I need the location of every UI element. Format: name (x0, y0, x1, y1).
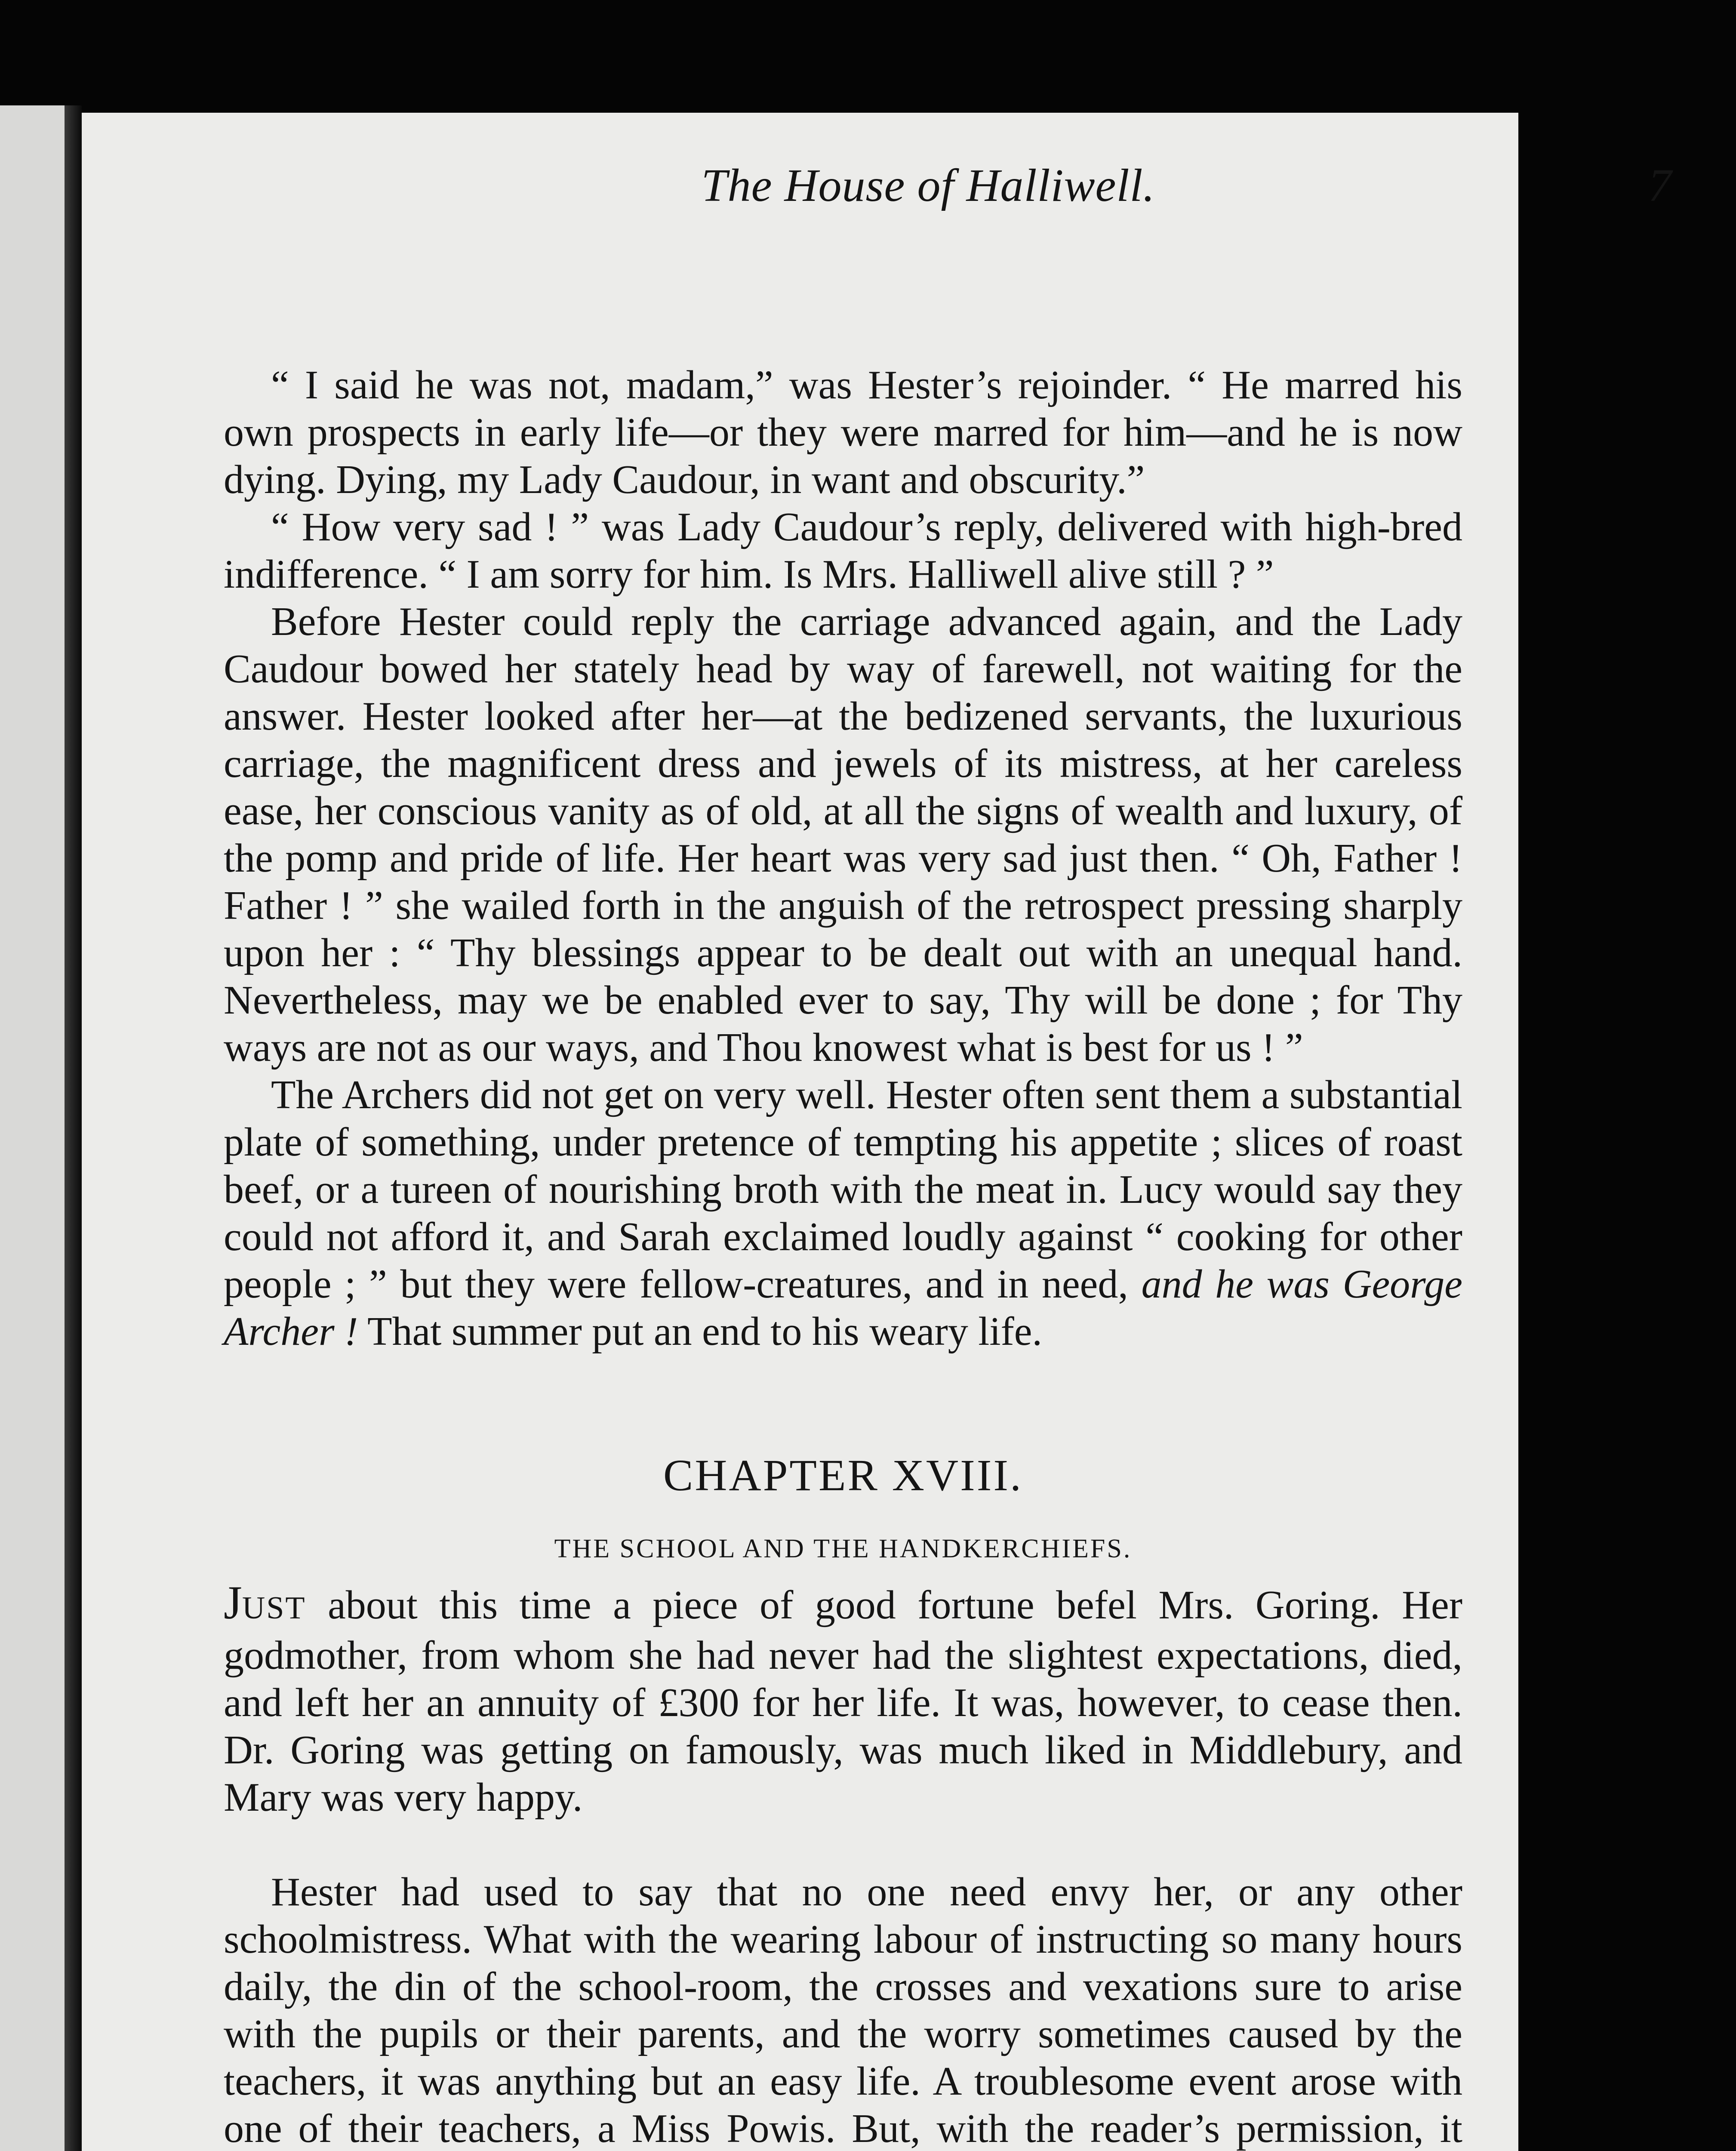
paragraph-text: about this time a piece of good fortune befel Mrs. Goring. Her godmother, from whom she had never had the slightest expectations, died, and left her an annuity of £300 for her life. It was, however, to cease then. Dr. Goring was getting on famously, was much liked in Middlebury, and Mary was very happy. (224, 1583, 1462, 1820)
small-caps-word: UST (242, 1590, 306, 1626)
paragraph: “ I said he was not, madam,” was Hester’s rejoinder. “ He marred his own prospects in early life—or they were marred for him—and he is now dying. Dying, my Lady Caudour, in want and obscurity.” (224, 363, 1462, 502)
initial-letter: J (224, 1576, 242, 1629)
italic-phrase: and he was George Archer ! (224, 1262, 1462, 1354)
page-number: 7 (1648, 160, 1671, 211)
paragraph-text: That summer put an end to his weary life. (367, 1309, 1043, 1354)
chapter-subtitle: THE SCHOOL AND THE HANDKERCHIEFS. (554, 1534, 1132, 1563)
paragraph-text: The Archers did not get on very well. Hester often sent them a substantial plate of something, under pretence of tempting his appetite ; slices of roast beef, or a tureen of nourishing broth with the meat in. Lucy would say they could not afford it, and Sarah exclaimed loudly against “ cooking for other people ; ” but they were fellow-creatures, and in need, (224, 1072, 1462, 1307)
paragraph: Hester had used to say that no one need envy her, or any other schoolmistress. What with the wearing labour of instructing so many hours daily, the din of the school-room, the crosses and vexations sure to arise with the pupils or their parents, and the worry sometimes caused by the teachers, it was anything but an easy life. A troublesome event arose with one of their teachers, a Miss Powis. But, with the reader’s permission, it (224, 1870, 1462, 2151)
chapter-opening-paragraph (224, 1576, 1462, 1821)
adjacent-page-edge (0, 105, 65, 2151)
page-header (185, 159, 1671, 228)
body-text (224, 361, 1462, 2151)
running-head: The House of Halliwell. (701, 160, 1155, 211)
page-gutter-shadow (65, 105, 82, 2151)
chapter-title: CHAPTER XVIII. (663, 1451, 1023, 1500)
paragraph: “ How very sad ! ” was Lady Caudour’s reply, delivered with high-bred indifference. “ I am sorry for him. Is Mrs. Halliwell alive still ? ” (224, 505, 1462, 597)
paragraph-archers (224, 1071, 1462, 1355)
paragraph: Before Hester could reply the carriage advanced again, and the Lady Caudour bowed her stately head by way of farewell, not waiting for the answer. Hester looked after her—at the bedizened servants, the luxurious carriage, the magnificent dress and jewels of its mistress, at her careless ease, her conscious vanity as of old, at all the signs of wealth and luxury, of the pomp and pride of life. Her heart was very sad just then. “ Oh, Father ! Father ! ” she wailed forth in the anguish of the retrospect pressing sharply upon her : “ Thy blessings appear to be dealt out with an unequal hand. Nevertheless, may we be enabled ever to say, Thy will be done ; for Thy ways are not as our ways, and Thou knowest what is best for us ! ” (224, 599, 1462, 1070)
